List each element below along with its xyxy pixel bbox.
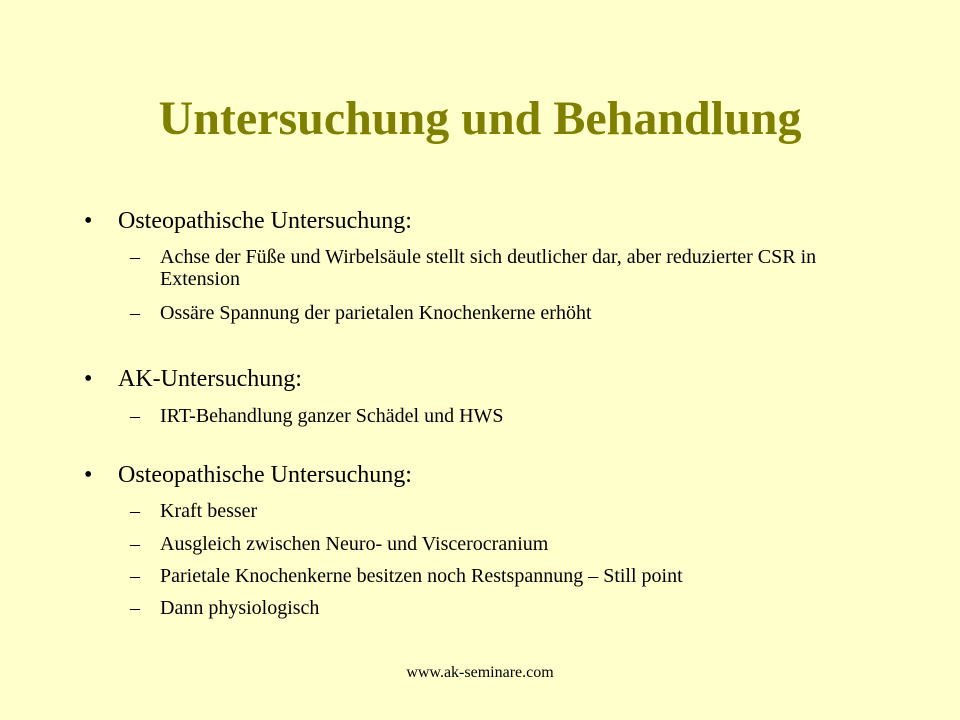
bullet-text: Osteopathische Untersuchung: (118, 208, 412, 234)
bullet-osteopathische-untersuchung-1 (80, 207, 890, 235)
slide-title: Untersuchung und Behandlung (158, 92, 802, 145)
bullet-icon: • (84, 208, 93, 234)
sub-item-text: Achse der Füße und Wirbelsäule stellt sich deutlicher dar, aber reduzierter CSR in Extension (160, 246, 817, 290)
sub-item-text: Dann physiologisch (160, 597, 320, 619)
bullet-ak-untersuchung (80, 365, 890, 393)
sub-item-text: Ossäre Spannung der parietalen Knochenkerne erhöht (160, 302, 592, 324)
sub-item (80, 533, 890, 555)
sub-item (80, 405, 890, 427)
sub-item (80, 597, 890, 619)
dash-icon: – (130, 302, 140, 324)
bullet-icon: • (84, 462, 93, 488)
sub-item (80, 565, 890, 587)
sub-item-text: IRT-Behandlung ganzer Schädel und HWS (160, 405, 504, 427)
bullet-text: AK-Untersuchung: (118, 366, 302, 392)
dash-icon: – (130, 597, 140, 619)
bullet-osteopathische-untersuchung-2 (80, 461, 890, 489)
sub-item-text: Parietale Knochenkerne besitzen noch Restspannung – Still point (160, 565, 683, 587)
sub-item-text: Ausgleich zwischen Neuro- und Viscerocranium (160, 533, 549, 555)
dash-icon: – (130, 533, 140, 555)
footer-url: www.ak-seminare.com (406, 664, 554, 681)
slide-content (80, 207, 890, 619)
dash-icon: – (130, 405, 140, 427)
sub-item (80, 246, 890, 290)
bullet-icon: • (84, 366, 93, 392)
dash-icon: – (130, 246, 140, 268)
sub-item (80, 500, 890, 522)
dash-icon: – (130, 500, 140, 522)
sub-item (80, 302, 890, 324)
dash-icon: – (130, 565, 140, 587)
bullet-text: Osteopathische Untersuchung: (118, 462, 412, 488)
sub-item-text: Kraft besser (160, 500, 258, 522)
